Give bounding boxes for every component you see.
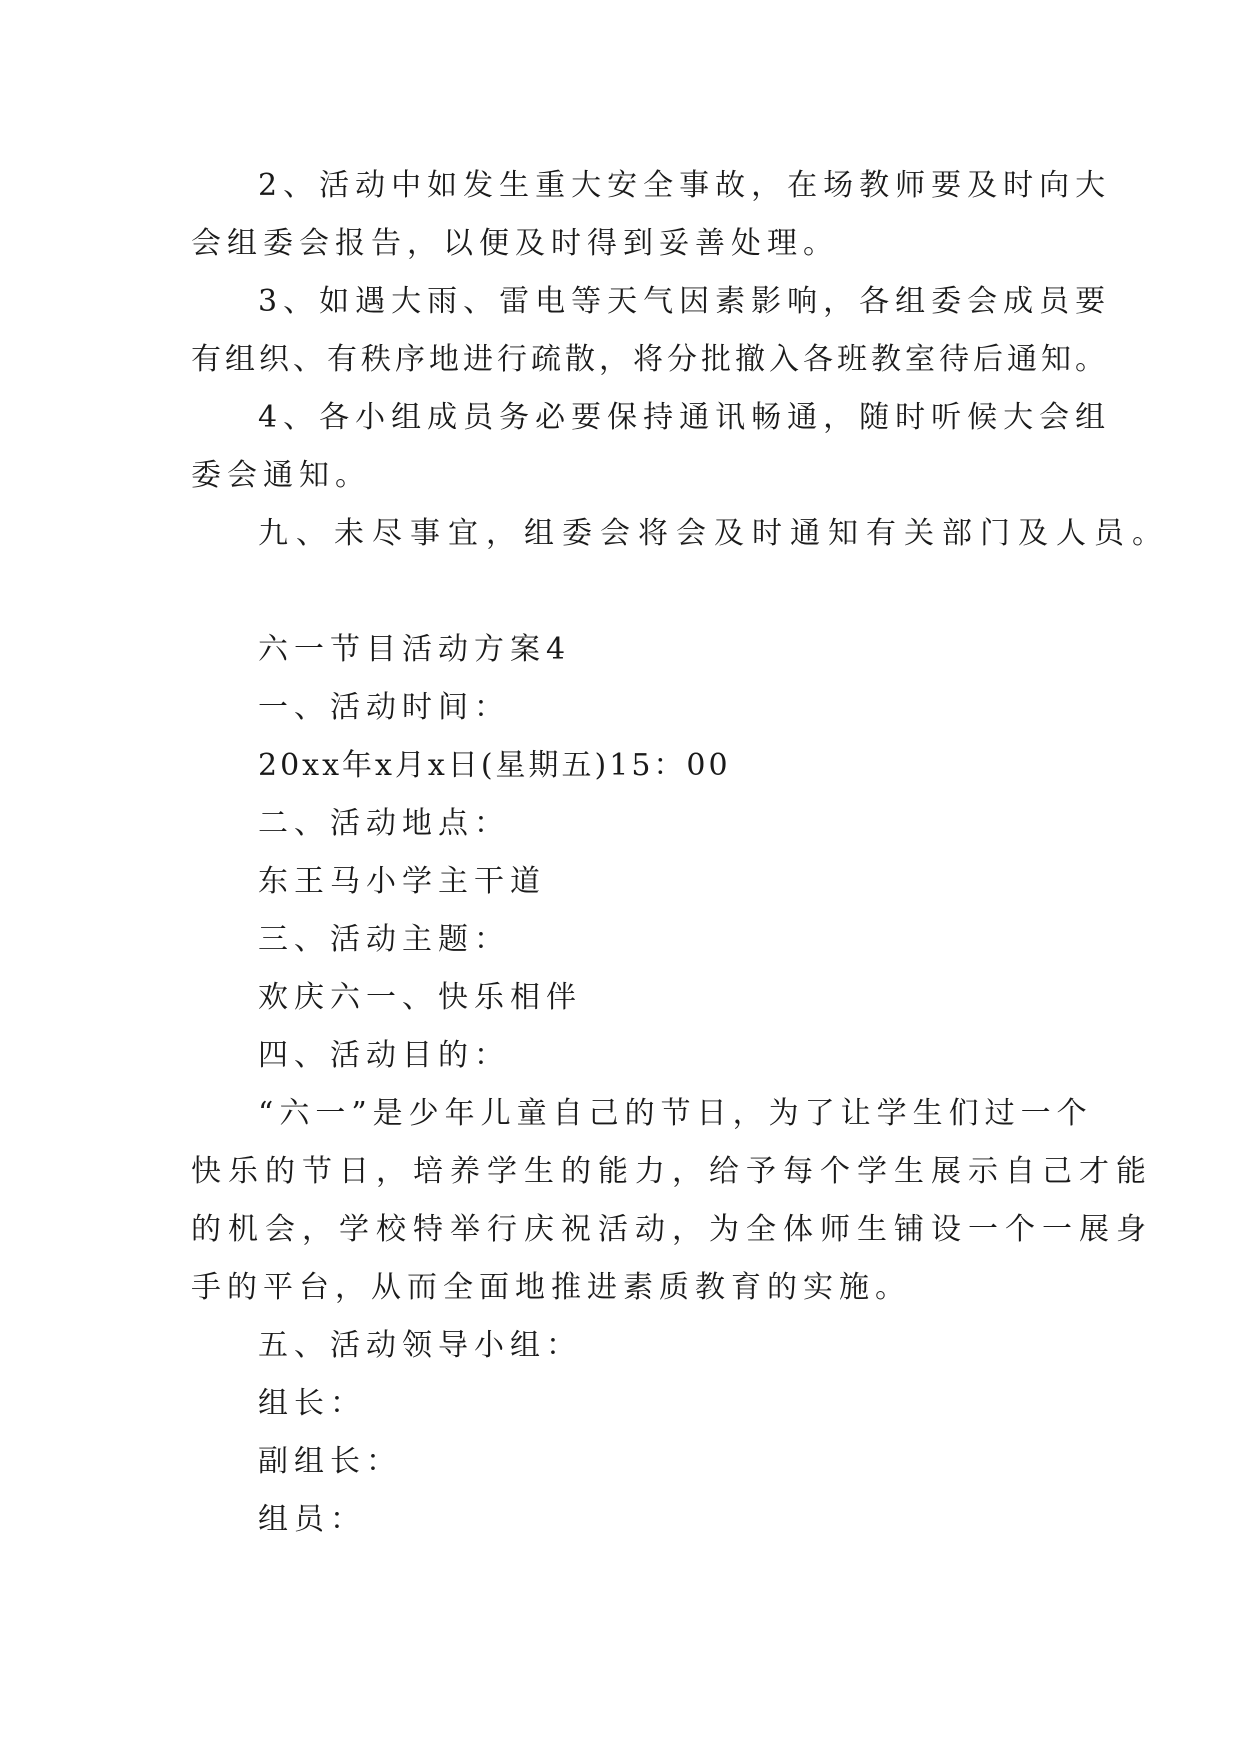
heading-leadership: 五、活动领导小组： [258, 1328, 582, 1363]
paragraph-line: 会组委会报告，以便及时得到妥善处理。 [191, 226, 839, 261]
paragraph-line: 的机会，学校特举行庆祝活动，为全体师生铺设一个一展身 [191, 1212, 1153, 1247]
paragraph-line: 3、如遇大雨、雷电等天气因素影响，各组委会成员要 [258, 284, 1112, 319]
heading-theme: 三、活动主题： [258, 922, 510, 957]
heading-location: 二、活动地点： [258, 806, 510, 841]
leader-label: 组长： [258, 1386, 366, 1421]
paragraph-line: 有组织、有秩序地进行疏散，将分批撤入各班教室待后通知。 [191, 342, 1109, 377]
members-label: 组员： [258, 1502, 366, 1537]
paragraph-line: 手的平台，从而全面地推进素质教育的实施。 [191, 1270, 911, 1305]
time-value: 20xx年x月x日(星期五)15：00 [258, 748, 731, 783]
theme-value: 欢庆六一、快乐相伴 [258, 980, 582, 1015]
deputy-leader-label: 副组长： [258, 1444, 402, 1479]
paragraph-line: 委会通知。 [191, 458, 371, 493]
paragraph-line: “六一”是少年儿童自己的节日，为了让学生们过一个 [258, 1096, 1093, 1131]
paragraph-line: 2、活动中如发生重大安全事故，在场教师要及时向大 [258, 168, 1112, 203]
location-value: 东王马小学主干道 [258, 864, 546, 899]
paragraph-line: 九、未尽事宜，组委会将会及时通知有关部门及人员。 [258, 516, 1170, 551]
paragraph-line: 快乐的节日，培养学生的能力，给予每个学生展示自己才能 [191, 1154, 1153, 1189]
heading-purpose: 四、活动目的： [258, 1038, 510, 1073]
heading-time: 一、活动时间： [258, 690, 510, 725]
section-title: 六一节目活动方案4 [258, 632, 572, 667]
paragraph-line: 4、各小组成员务必要保持通讯畅通，随时听候大会组 [258, 400, 1112, 435]
